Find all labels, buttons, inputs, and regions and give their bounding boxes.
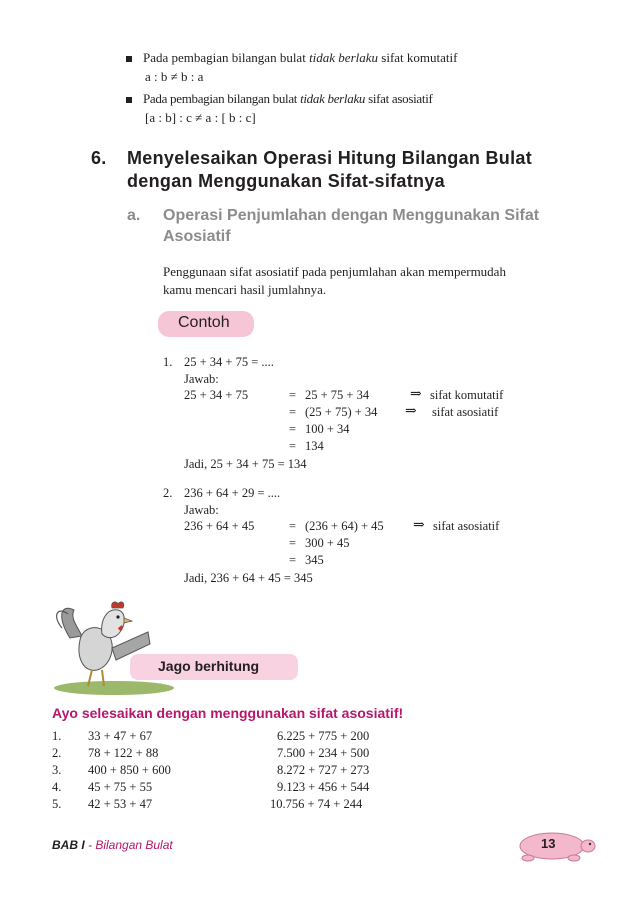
footer-chapter-name: Bilangan Bulat: [95, 838, 173, 852]
contoh-label: Contoh: [178, 314, 230, 331]
exercise-num: 2.: [52, 746, 62, 760]
step-eq: =: [289, 536, 297, 550]
subsection-title-line2: Asosiatif: [163, 228, 231, 245]
bullet-text-2: Pada pembagian bilangan bulat tidak berlaku sifat asosiatif: [143, 91, 433, 106]
page-number: 13: [541, 836, 556, 851]
step-eq: =: [289, 422, 297, 436]
step-eq: =: [289, 388, 297, 402]
subsection-title-line1: Operasi Penjumlahan dengan Menggunakan Sifat: [163, 207, 540, 224]
exercise-right: 10.756 + 74 + 244: [270, 797, 363, 811]
step-right: 25 + 75 + 34: [305, 388, 370, 402]
exercise-right: 8.272 + 727 + 273: [277, 763, 370, 777]
exercise-num: 3.: [52, 763, 62, 777]
step-eq: =: [289, 439, 297, 453]
step-note: sifat asosiatif: [432, 405, 499, 419]
implies-icon: ⇒: [405, 404, 417, 419]
intro-line2: kamu mencari hasil jumlahnya.: [163, 282, 327, 297]
step-note: sifat asosiatif: [433, 519, 500, 533]
step-right: 134: [305, 439, 324, 453]
contoh-badge: [158, 311, 254, 337]
exercise-right: 7.500 + 234 + 500: [277, 746, 370, 760]
step-right: 300 + 45: [305, 536, 350, 550]
intro-line1: Penggunaan sifat asosiatif pada penjumlahan akan mempermudah: [163, 264, 506, 279]
exercise-right: 9.123 + 456 + 544: [277, 780, 370, 794]
step-left: 236 + 64 + 45: [184, 519, 255, 533]
jago-banner: [130, 654, 298, 680]
implies-icon: ⇒: [413, 518, 425, 533]
example-number: 1.: [163, 355, 173, 369]
step-eq: =: [289, 405, 297, 419]
example-question: 236 + 64 + 29 = ....: [184, 486, 281, 500]
exercise-num: 5.: [52, 797, 62, 811]
exercise-left: 78 + 122 + 88: [88, 746, 159, 760]
example-number: 2.: [163, 486, 173, 500]
example-jawab: Jawab:: [184, 503, 219, 517]
section-title-line1: Menyelesaikan Operasi Hitung Bilangan Bulat: [127, 148, 532, 168]
step-eq: =: [289, 553, 297, 567]
step-eq: =: [289, 519, 297, 533]
step-right: (236 + 64) + 45: [305, 519, 384, 533]
exercise-left: 33 + 47 + 67: [88, 729, 153, 743]
rooster-illustration: [52, 598, 177, 696]
bullet-formula-2: [a : b] : c ≠ a : [ b : c]: [145, 110, 256, 125]
exercise-num: 1.: [52, 729, 62, 743]
step-right: 100 + 34: [305, 422, 350, 436]
bullet-marker: [126, 56, 132, 62]
jago-label: Jago berhitung: [158, 658, 260, 674]
grass-icon: [54, 681, 174, 695]
bullet-formula-1: a : b ≠ b : a: [145, 69, 204, 84]
exercise-left: 45 + 75 + 55: [88, 780, 153, 794]
footer-chapter: BAB I - Bilangan Bulat: [52, 838, 173, 852]
bullet-text-1: Pada pembagian bilangan bulat tidak berlaku sifat komutatif: [143, 50, 458, 65]
section-title-line2: dengan Menggunakan Sifat-sifatnya: [127, 171, 445, 191]
example-question: 25 + 34 + 75 = ....: [184, 355, 274, 369]
step-right: 345: [305, 553, 324, 567]
bullet-marker: [126, 97, 132, 103]
step-note: sifat komutatif: [430, 388, 504, 402]
exercise-left: 42 + 53 + 47: [88, 797, 153, 811]
exercise-right: 6.225 + 775 + 200: [277, 729, 370, 743]
example-result: Jadi, 236 + 64 + 45 = 345: [184, 571, 313, 585]
exercise-num: 4.: [52, 780, 62, 794]
exercise-instruction: Ayo selesaikan dengan menggunakan sifat asosiatif!: [52, 705, 404, 721]
example-jawab: Jawab:: [184, 372, 219, 386]
step-left: 25 + 34 + 75: [184, 388, 249, 402]
section-number: 6.: [91, 148, 107, 168]
footer-bab: BAB I: [52, 838, 85, 852]
exercise-left: 400 + 850 + 600: [88, 763, 171, 777]
example-result: Jadi, 25 + 34 + 75 = 134: [184, 457, 307, 471]
subsection-letter: a.: [127, 207, 141, 224]
implies-icon: ⇒: [410, 387, 422, 402]
step-right: (25 + 75) + 34: [305, 405, 378, 419]
